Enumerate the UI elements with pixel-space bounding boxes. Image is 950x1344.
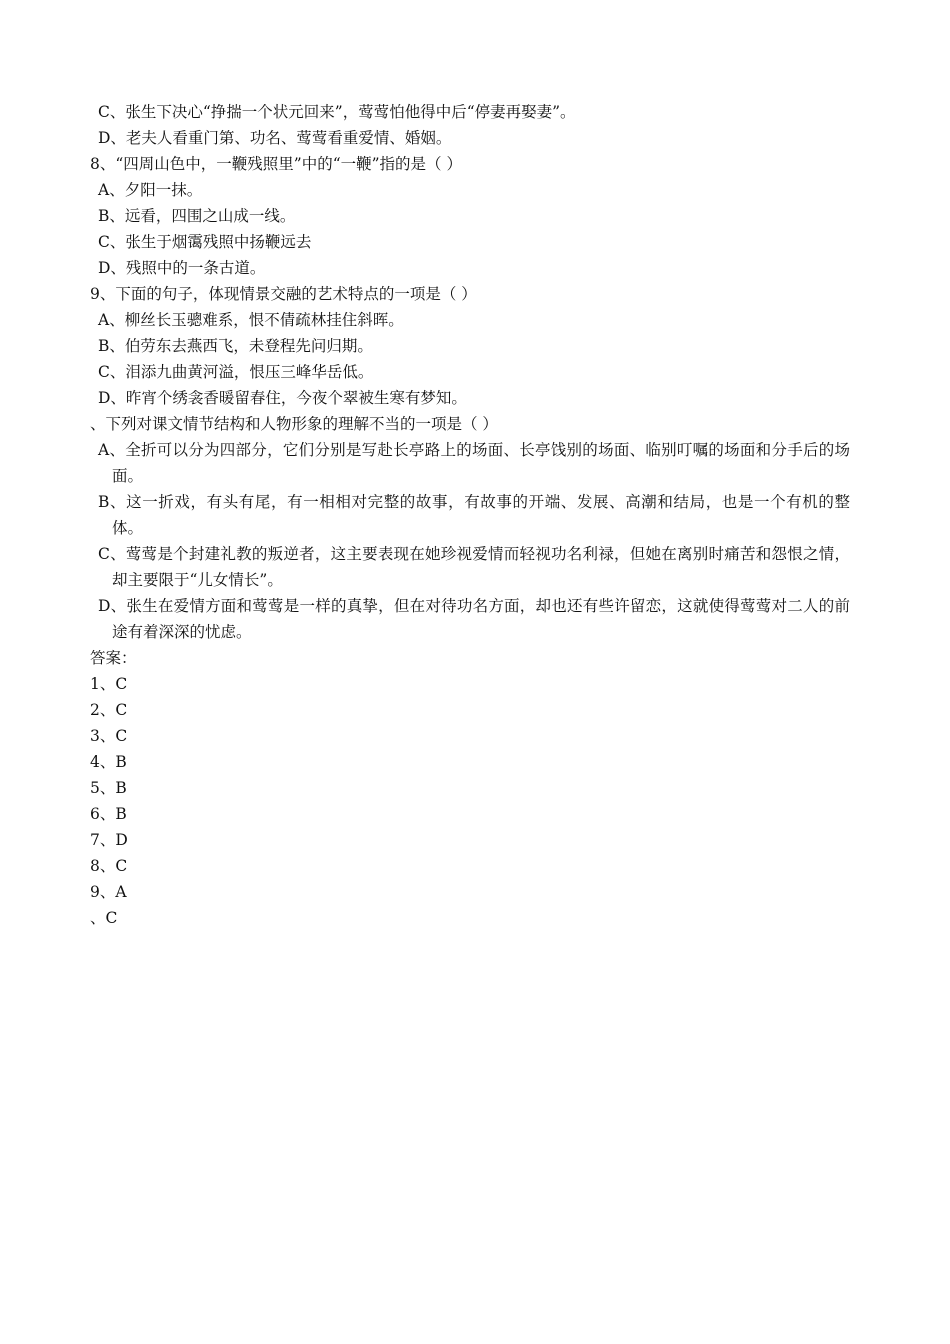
answers-heading: 答案： [90,649,137,667]
option-c-q10: C、莺莺是个封建礼教的叛逆者，这主要表现在她珍视爱情而轻视功名利禄，但她在离别时痛苦和怨恨之情，却主要限于“儿女情长”。 [98,545,850,589]
option-c-q8: C、张生于烟霭残照中扬鞭远去 [98,233,312,251]
answer-8: 8、C [90,857,128,875]
option-a-q8: A、夕阳一抹。 [98,181,203,199]
option-d-q9: D、昨宵个绣衾香暖留春住，今夜个翠被生寒有梦知。 [98,389,467,407]
answer-4: 4、B [90,753,127,771]
answer-10: 、C [90,909,118,927]
option-a-q9: A、柳丝长玉骢难系，恨不倩疏林挂住斜晖。 [98,311,404,329]
answer-5: 5、B [90,779,127,797]
answer-3: 3、C [90,727,128,745]
option-b-q10: B、这一折戏，有头有尾，有一相相对完整的故事，有故事的开端、发展、高潮和结局，也是一个有机的整体。 [98,493,850,537]
answer-2: 2、C [90,701,128,719]
option-d-q7: D、老夫人看重门第、功名、莺莺看重爱情、婚姻。 [98,129,452,147]
option-c-q7: C、张生下决心“挣揣一个状元回来”，莺莺怕他得中后“停妻再娶妻”。 [98,103,576,121]
answer-9: 9、A [90,883,127,901]
option-b-q9: B、伯劳东去燕西飞，未登程先问归期。 [98,337,373,355]
question-9: 9、下面的句子，体现情景交融的艺术特点的一项是（ ） [90,285,477,303]
document-page [90,99,850,931]
answer-1: 1、C [90,675,128,693]
question-10: 、下列对课文情节结构和人物形象的理解不当的一项是（ ） [90,415,498,433]
answer-7: 7、D [90,831,128,849]
option-c-q9: C、泪添九曲黄河溢，恨压三峰华岳低。 [98,363,374,381]
option-a-q10: A、全折可以分为四部分，它们分别是写赴长亭路上的场面、长亭饯别的场面、临别叮嘱的场面和分手后的场面。 [98,441,850,485]
answer-6: 6、B [90,805,127,823]
question-8: 8、“四周山色中，一鞭残照里”中的“一鞭”指的是（ ） [90,155,462,173]
option-d-q10: D、张生在爱情方面和莺莺是一样的真挚，但在对待功名方面，却也还有些许留恋，这就使得莺莺对二人的前途有着深深的忧虑。 [98,597,850,641]
option-b-q8: B、远看，四围之山成一线。 [98,207,296,225]
option-d-q8: D、残照中的一条古道。 [98,259,266,277]
